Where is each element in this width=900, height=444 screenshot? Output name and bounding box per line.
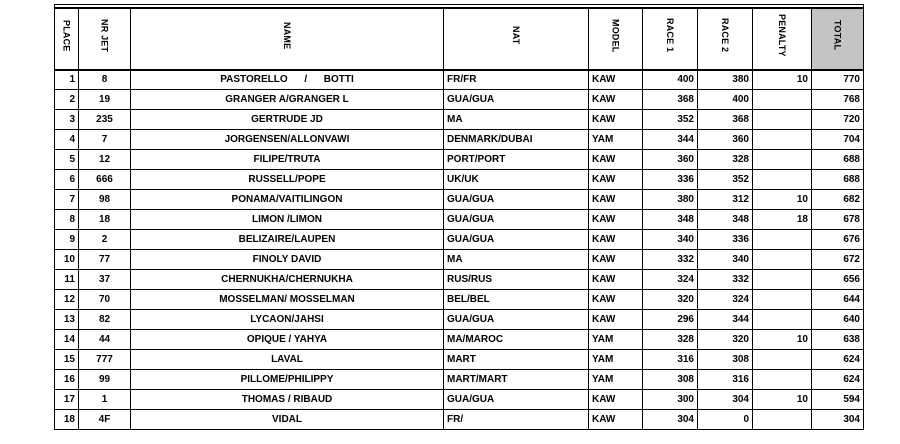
model-cell: YAM: [589, 330, 643, 350]
total-cell: 672: [812, 250, 864, 270]
penalty-cell: [753, 350, 812, 370]
name-cell: CHERNUKHA/CHERNUKHA: [131, 270, 444, 290]
race2-cell: 336: [698, 230, 753, 250]
model-cell: KAW: [589, 150, 643, 170]
race1-cell: 320: [643, 290, 698, 310]
nr-jet-cell: 98: [79, 190, 131, 210]
place-cell: 6: [55, 170, 79, 190]
nr-jet-cell: 19: [79, 90, 131, 110]
nat-cell: FR/: [444, 410, 589, 430]
model-cell: KAW: [589, 70, 643, 90]
name-cell: BELIZAIRE/LAUPEN: [131, 230, 444, 250]
place-cell: 16: [55, 370, 79, 390]
header-penalty-label: PENALTY: [777, 14, 787, 57]
place-cell: 7: [55, 190, 79, 210]
place-cell: 8: [55, 210, 79, 230]
race2-cell: 344: [698, 310, 753, 330]
model-cell: KAW: [589, 170, 643, 190]
table-row: [55, 290, 864, 310]
header-row: [55, 8, 864, 70]
total-cell: 768: [812, 90, 864, 110]
race2-cell: 348: [698, 210, 753, 230]
header-race2-label: RACE 2: [720, 18, 730, 53]
nr-jet-cell: 8: [79, 70, 131, 90]
table-row: [55, 270, 864, 290]
model-cell: KAW: [589, 90, 643, 110]
model-cell: KAW: [589, 390, 643, 410]
nr-jet-cell: 37: [79, 270, 131, 290]
penalty-cell: [753, 410, 812, 430]
penalty-cell: [753, 150, 812, 170]
nr-jet-cell: 82: [79, 310, 131, 330]
penalty-cell: 10: [753, 190, 812, 210]
race2-cell: 360: [698, 130, 753, 150]
name-cell: LYCAON/JAHSI: [131, 310, 444, 330]
table-row: [55, 210, 864, 230]
total-cell: 304: [812, 410, 864, 430]
table-row: [55, 90, 864, 110]
table-row: [55, 170, 864, 190]
nat-cell: FR/FR: [444, 70, 589, 90]
header-penalty: [753, 8, 812, 70]
name-cell: GRANGER A/GRANGER L: [131, 90, 444, 110]
penalty-cell: 10: [753, 70, 812, 90]
place-cell: 15: [55, 350, 79, 370]
nr-jet-cell: 99: [79, 370, 131, 390]
race1-cell: 308: [643, 370, 698, 390]
nr-jet-cell: 1: [79, 390, 131, 410]
table-row: [55, 370, 864, 390]
race2-cell: 0: [698, 410, 753, 430]
place-cell: 17: [55, 390, 79, 410]
penalty-cell: [753, 310, 812, 330]
results-body: [55, 70, 864, 430]
place-cell: 14: [55, 330, 79, 350]
race2-cell: 304: [698, 390, 753, 410]
race1-cell: 340: [643, 230, 698, 250]
place-cell: 10: [55, 250, 79, 270]
race1-cell: 348: [643, 210, 698, 230]
nr-jet-cell: 777: [79, 350, 131, 370]
model-cell: KAW: [589, 410, 643, 430]
place-cell: 4: [55, 130, 79, 150]
race1-cell: 300: [643, 390, 698, 410]
race1-cell: 380: [643, 190, 698, 210]
model-cell: YAM: [589, 370, 643, 390]
nr-jet-cell: 7: [79, 130, 131, 150]
table-row: [55, 150, 864, 170]
table-row: [55, 350, 864, 370]
race1-cell: 328: [643, 330, 698, 350]
header-nr-jet: [79, 8, 131, 70]
header-nat: [444, 8, 589, 70]
total-cell: 770: [812, 70, 864, 90]
nat-cell: BEL/BEL: [444, 290, 589, 310]
nat-cell: MART: [444, 350, 589, 370]
nat-cell: MA/MAROC: [444, 330, 589, 350]
nat-cell: GUA/GUA: [444, 390, 589, 410]
name-cell: OPIQUE / YAHYA: [131, 330, 444, 350]
place-cell: 1: [55, 70, 79, 90]
penalty-cell: [753, 170, 812, 190]
total-cell: 594: [812, 390, 864, 410]
race1-cell: 304: [643, 410, 698, 430]
race2-cell: 324: [698, 290, 753, 310]
name-cell: PILLOME/PHILIPPY: [131, 370, 444, 390]
header-race1-label: RACE 1: [665, 18, 675, 53]
total-cell: 676: [812, 230, 864, 250]
penalty-cell: [753, 130, 812, 150]
penalty-cell: [753, 370, 812, 390]
name-cell: MOSSELMAN/ MOSSELMAN: [131, 290, 444, 310]
race2-cell: 340: [698, 250, 753, 270]
penalty-cell: 10: [753, 390, 812, 410]
nat-cell: MA: [444, 110, 589, 130]
name-cell: RUSSELL/POPE: [131, 170, 444, 190]
nat-cell: GUA/GUA: [444, 90, 589, 110]
total-cell: 688: [812, 150, 864, 170]
race1-cell: 344: [643, 130, 698, 150]
race1-cell: 336: [643, 170, 698, 190]
model-cell: KAW: [589, 250, 643, 270]
header-place: [55, 8, 79, 70]
place-cell: 11: [55, 270, 79, 290]
total-cell: 640: [812, 310, 864, 330]
nr-jet-cell: 4F: [79, 410, 131, 430]
penalty-cell: [753, 90, 812, 110]
header-model: [589, 8, 643, 70]
penalty-cell: [753, 290, 812, 310]
race1-cell: 296: [643, 310, 698, 330]
header-model-label: MODEL: [610, 18, 621, 53]
total-cell: 678: [812, 210, 864, 230]
nat-cell: PORT/PORT: [444, 150, 589, 170]
race2-cell: 316: [698, 370, 753, 390]
nat-cell: GUA/GUA: [444, 230, 589, 250]
nat-cell: UK/UK: [444, 170, 589, 190]
race2-cell: 328: [698, 150, 753, 170]
place-cell: 2: [55, 90, 79, 110]
name-cell: FINOLY DAVID: [131, 250, 444, 270]
header-total-label: TOTAL: [832, 20, 843, 51]
nat-cell: DENMARK/DUBAI: [444, 130, 589, 150]
table-row: [55, 130, 864, 150]
header-name-label: NAME: [282, 21, 292, 50]
penalty-cell: 18: [753, 210, 812, 230]
nr-jet-cell: 18: [79, 210, 131, 230]
race2-cell: 352: [698, 170, 753, 190]
model-cell: KAW: [589, 310, 643, 330]
name-cell: LIMON /LIMON: [131, 210, 444, 230]
penalty-cell: 10: [753, 330, 812, 350]
nat-cell: MA: [444, 250, 589, 270]
place-cell: 3: [55, 110, 79, 130]
place-cell: 18: [55, 410, 79, 430]
name-cell: VIDAL: [131, 410, 444, 430]
model-cell: KAW: [589, 210, 643, 230]
name-cell: LAVAL: [131, 350, 444, 370]
header-race1: [643, 8, 698, 70]
total-cell: 688: [812, 170, 864, 190]
nr-jet-cell: 666: [79, 170, 131, 190]
model-cell: KAW: [589, 230, 643, 250]
race1-cell: 400: [643, 70, 698, 90]
race2-cell: 380: [698, 70, 753, 90]
header-place-label: PLACE: [61, 19, 72, 52]
table-row: [55, 110, 864, 130]
table-row: [55, 410, 864, 430]
header-name: [131, 8, 444, 70]
model-cell: KAW: [589, 190, 643, 210]
place-cell: 5: [55, 150, 79, 170]
race2-cell: 320: [698, 330, 753, 350]
model-cell: KAW: [589, 110, 643, 130]
total-cell: 720: [812, 110, 864, 130]
table-row: [55, 330, 864, 350]
name-cell: PASTORELLO / BOTTI: [131, 70, 444, 90]
total-cell: 682: [812, 190, 864, 210]
name-cell: JORGENSEN/ALLONVAWI: [131, 130, 444, 150]
table-row: [55, 310, 864, 330]
nat-cell: GUA/GUA: [444, 310, 589, 330]
race1-cell: 360: [643, 150, 698, 170]
race2-cell: 368: [698, 110, 753, 130]
race2-cell: 308: [698, 350, 753, 370]
table-row: [55, 250, 864, 270]
nat-cell: RUS/RUS: [444, 270, 589, 290]
penalty-cell: [753, 270, 812, 290]
place-cell: 12: [55, 290, 79, 310]
place-cell: 9: [55, 230, 79, 250]
nr-jet-cell: 70: [79, 290, 131, 310]
name-cell: THOMAS / RIBAUD: [131, 390, 444, 410]
total-cell: 624: [812, 370, 864, 390]
header-nr-jet-label: NR JET: [99, 18, 110, 53]
model-cell: KAW: [589, 290, 643, 310]
nr-jet-cell: 235: [79, 110, 131, 130]
table-row: [55, 190, 864, 210]
model-cell: YAM: [589, 130, 643, 150]
nr-jet-cell: 2: [79, 230, 131, 250]
nat-cell: GUA/GUA: [444, 190, 589, 210]
model-cell: YAM: [589, 350, 643, 370]
table-row: [55, 390, 864, 410]
race1-cell: 332: [643, 250, 698, 270]
race1-cell: 368: [643, 90, 698, 110]
nat-cell: GUA/GUA: [444, 210, 589, 230]
total-cell: 656: [812, 270, 864, 290]
penalty-cell: [753, 110, 812, 130]
race2-cell: 400: [698, 90, 753, 110]
penalty-cell: [753, 230, 812, 250]
nr-jet-cell: 12: [79, 150, 131, 170]
total-cell: 704: [812, 130, 864, 150]
total-cell: 644: [812, 290, 864, 310]
place-cell: 13: [55, 310, 79, 330]
results-table: [54, 4, 864, 430]
race1-cell: 352: [643, 110, 698, 130]
race2-cell: 312: [698, 190, 753, 210]
race1-cell: 324: [643, 270, 698, 290]
race1-cell: 316: [643, 350, 698, 370]
name-cell: PONAMA/VAITILINGON: [131, 190, 444, 210]
nat-cell: MART/MART: [444, 370, 589, 390]
header-total: [812, 8, 864, 70]
total-cell: 624: [812, 350, 864, 370]
table-row: [55, 230, 864, 250]
nr-jet-cell: 44: [79, 330, 131, 350]
model-cell: KAW: [589, 270, 643, 290]
penalty-cell: [753, 250, 812, 270]
total-cell: 638: [812, 330, 864, 350]
nr-jet-cell: 77: [79, 250, 131, 270]
table-row: [55, 70, 864, 90]
name-cell: FILIPE/TRUTA: [131, 150, 444, 170]
header-race2: [698, 8, 753, 70]
header-nat-label: NAT: [511, 26, 521, 45]
name-cell: GERTRUDE JD: [131, 110, 444, 130]
race2-cell: 332: [698, 270, 753, 290]
